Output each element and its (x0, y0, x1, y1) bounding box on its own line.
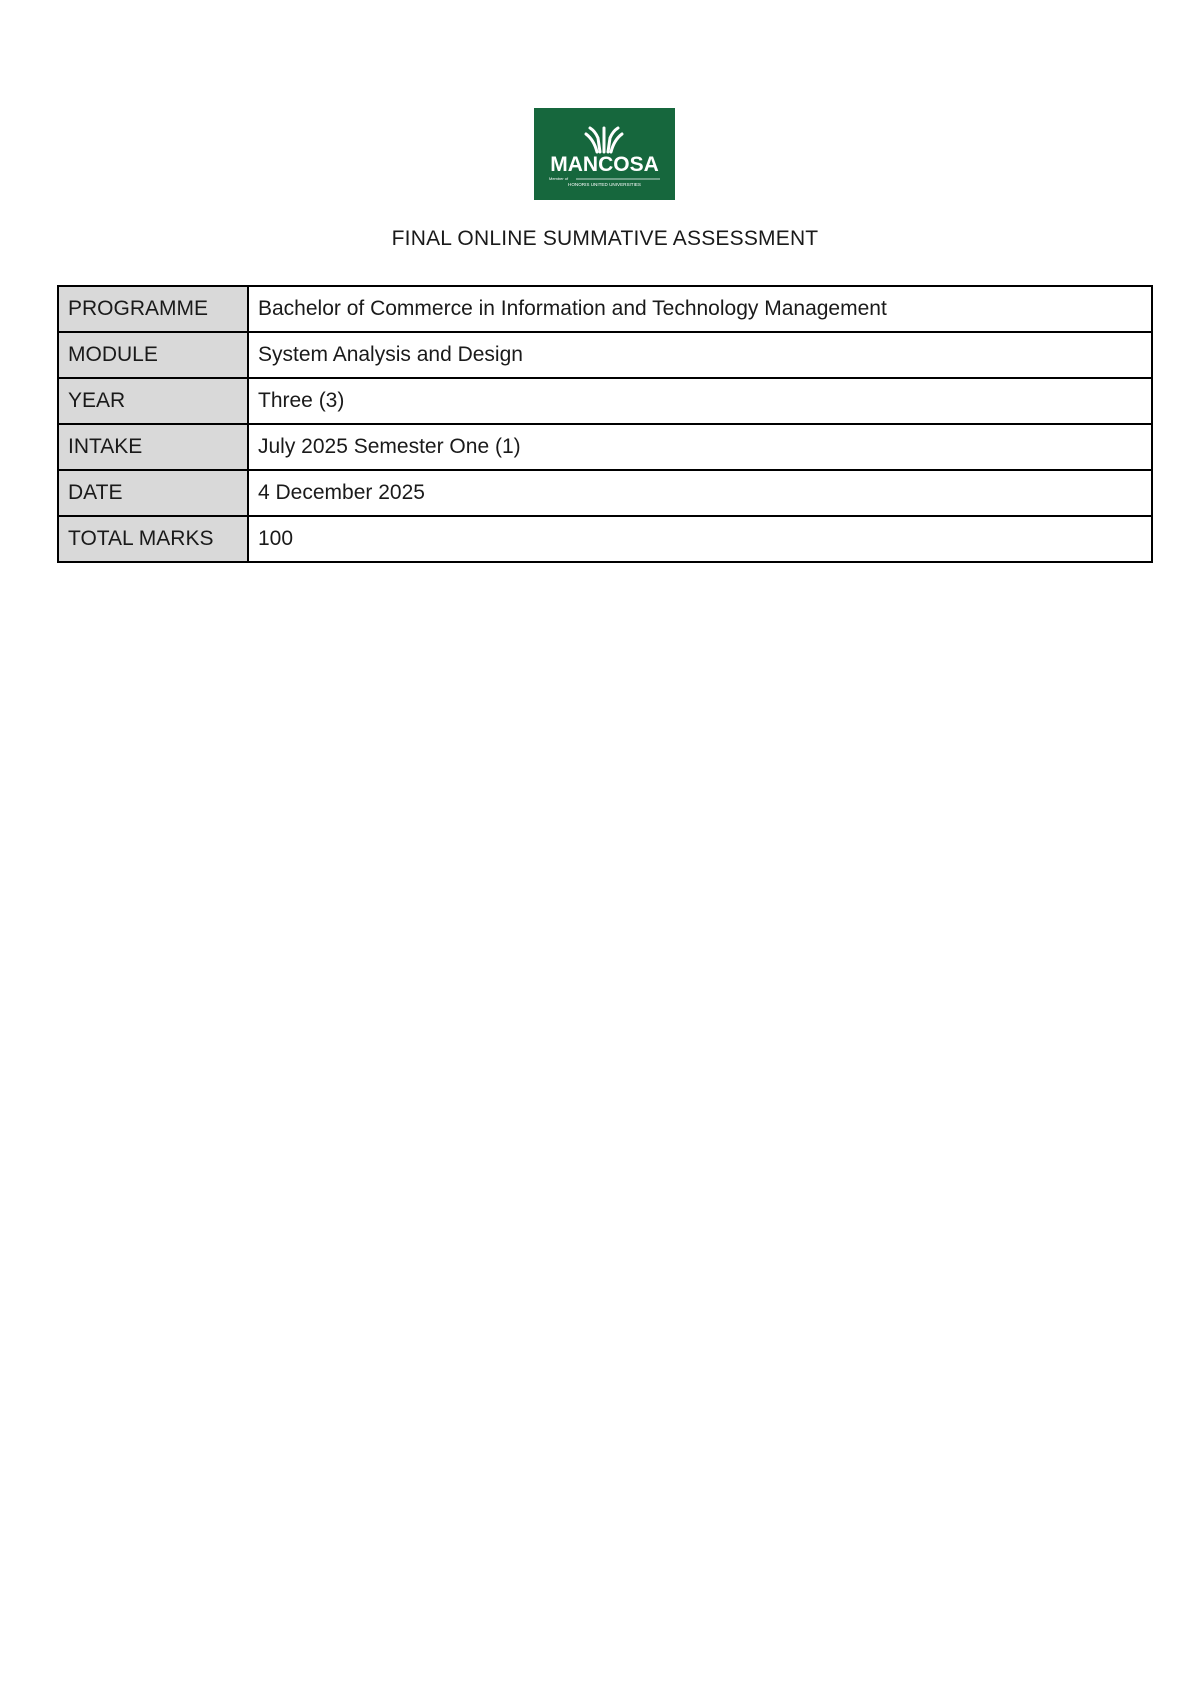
row-label: PROGRAMME (58, 286, 248, 332)
row-value: Three (3) (248, 378, 1152, 424)
page-title: FINAL ONLINE SUMMATIVE ASSESSMENT (391, 227, 819, 250)
table-row (58, 286, 1152, 332)
logo-tagline: HONORIS UNITED UNIVERSITIES (568, 182, 641, 187)
table-row (58, 424, 1152, 470)
logo-wordmark: MANCOSA (550, 153, 659, 176)
mancosa-logo (534, 108, 675, 200)
table-row (58, 470, 1152, 516)
table-row (58, 516, 1152, 562)
table-row (58, 332, 1152, 378)
row-label: TOTAL MARKS (58, 516, 248, 562)
assessment-details-table (57, 285, 1153, 563)
row-value: Bachelor of Commerce in Information and Technology Management (248, 286, 1152, 332)
row-value: 100 (248, 516, 1152, 562)
tree-logo-icon (534, 108, 675, 200)
logo-member-of: Member of (549, 176, 569, 181)
table-row (58, 378, 1152, 424)
row-label: DATE (58, 470, 248, 516)
row-label: INTAKE (58, 424, 248, 470)
row-label: YEAR (58, 378, 248, 424)
row-value: System Analysis and Design (248, 332, 1152, 378)
row-value: 4 December 2025 (248, 470, 1152, 516)
row-label: MODULE (58, 332, 248, 378)
row-value: July 2025 Semester One (1) (248, 424, 1152, 470)
